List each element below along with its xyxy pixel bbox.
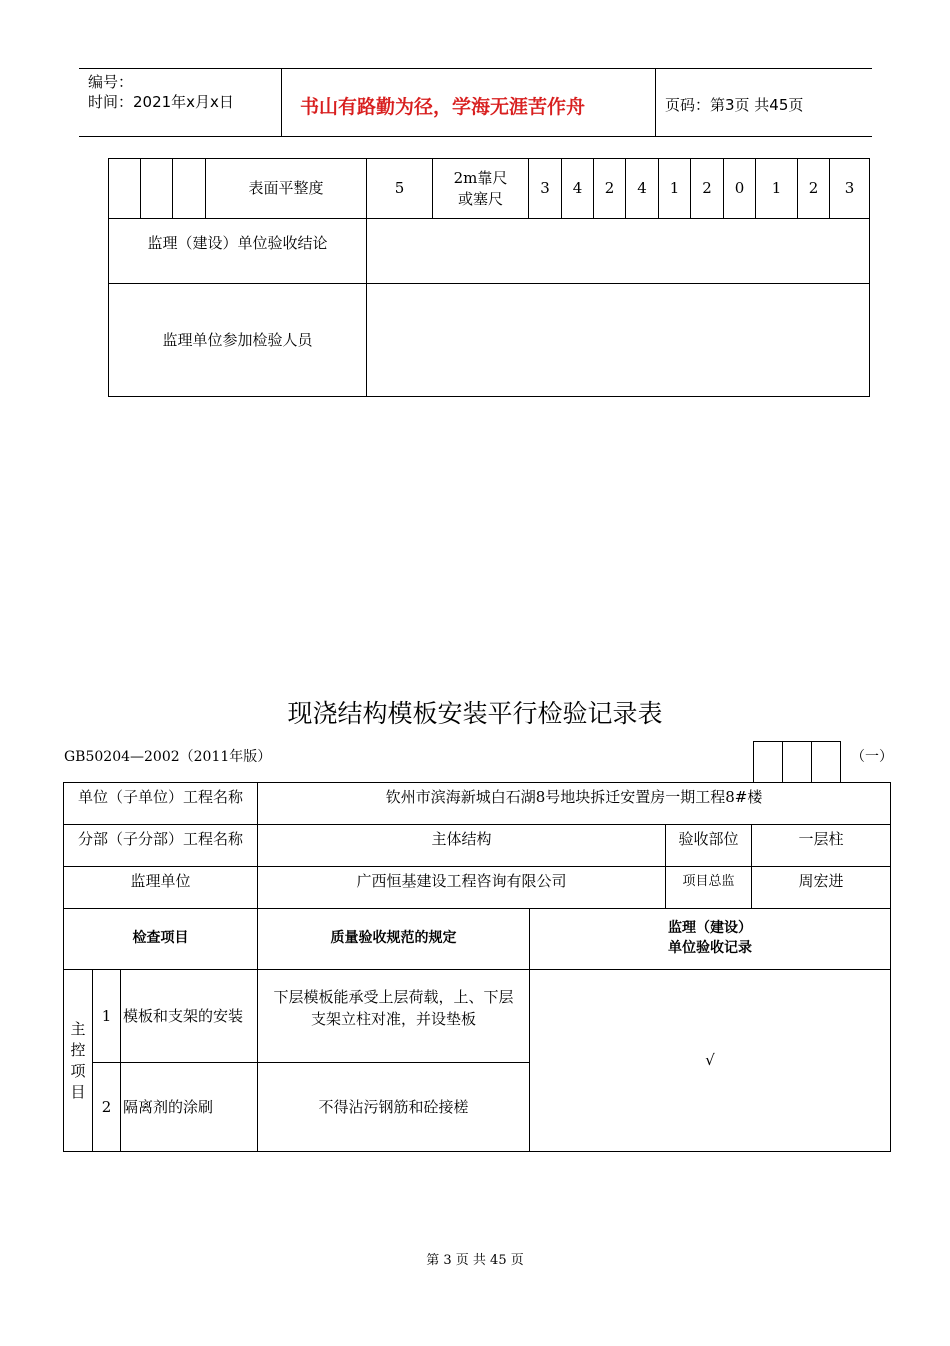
main-control-text: 主控项目 [70,1019,86,1101]
item-spec-line: 不得沾污钢筋和砼接槎 [318,1097,469,1116]
code-box [783,742,812,783]
table-row [64,867,891,909]
standard-code: GB50204—2002（2011年版） [64,749,272,765]
item-spec-line: 支架立柱对准，并设垫板 [311,1010,477,1028]
check-item-header: 检查项目 [64,909,258,970]
acceptance-part-label: 验收部位 [666,825,752,867]
division-value: 主体结构 [258,825,666,867]
item-spec [258,970,530,1063]
measurement-value: 2 [798,159,830,219]
table-row [109,219,870,284]
blank-cell [109,159,141,219]
inspection-form-table [63,782,891,1152]
chief-label: 项目总监 [666,867,752,909]
header-page-info: 页码：第3页 共45页 [665,96,804,114]
code-box [812,742,841,783]
quality-spec-header: 质量验收规范的规定 [258,909,530,970]
table-row [64,783,891,825]
measurement-value: 2 [594,159,626,219]
acceptance-part-value: 一层柱 [752,825,891,867]
code-boxes [753,741,841,783]
record-header-line: 单位验收记录 [668,940,753,956]
table-row [64,909,891,970]
acceptance-record [530,970,891,1152]
item-label: 表面平整度 [206,159,367,219]
personnel-label: 监理单位参加检验人员 [109,284,367,397]
division-label: 分部（子分部）工程名称 [64,825,258,867]
record-header [530,909,891,970]
continuation-table [108,158,870,397]
form-title: 现浇结构模板安装平行检验记录表 [287,699,663,728]
unit-name-label: 单位（子单位）工程名称 [64,783,258,825]
item-spec-line: 下层模板能承受上层荷载，上、下层 [273,988,514,1006]
code-box [754,742,783,783]
header-top-rule [79,68,872,69]
main-control-label [64,970,93,1152]
chief-value: 周宏进 [752,867,891,909]
item-name: 模板和支架的安装 [121,970,258,1063]
table-row [109,284,870,397]
measurement-value: 2 [691,159,724,219]
personnel-value [367,284,870,397]
conclusion-label: 监理（建设）单位验收结论 [109,219,367,284]
header-divider [281,68,282,136]
measurement-value: 1 [756,159,798,219]
header-bottom-rule [79,136,872,137]
table-row [64,825,891,867]
method-line: 2m靠尺 [453,168,508,187]
header-motto: 书山有路勤为径，学海无涯苦作舟 [300,96,586,118]
supervisor-unit-value: 广西恒基建设工程咨询有限公司 [258,867,666,909]
header-divider [655,68,656,136]
allowed-deviation: 5 [367,159,433,219]
record-header-line: 监理（建设） [668,920,753,937]
measurement-value: 3 [529,159,562,219]
measurement-value: 3 [830,159,870,219]
item-number: 1 [93,970,121,1063]
document-date: 时间：2021年x月x日 [88,93,234,111]
measurement-value: 4 [562,159,594,219]
unit-name-value: 钦州市滨海新城白石湖8号地块拆迁安置房一期工程8#楼 [258,783,891,825]
measurement-value: 0 [724,159,756,219]
page-footer: 第 3 页 共 45 页 [426,1253,524,1268]
conclusion-value [367,219,870,284]
table-row [109,159,870,219]
inspection-method [433,159,529,219]
item-name: 隔离剂的涂刷 [121,1063,258,1152]
sequence-label: （一） [851,749,893,765]
measurement-value: 1 [659,159,691,219]
supervisor-unit-label: 监理单位 [64,867,258,909]
item-number: 2 [93,1063,121,1152]
document-number-label: 编号： [88,73,134,91]
blank-cell [173,159,206,219]
measurement-value: 4 [626,159,659,219]
check-mark: √ [705,1051,715,1069]
blank-cell [141,159,173,219]
table-row [64,970,891,1063]
method-line: 或塞尺 [457,189,503,208]
item-spec [258,1063,530,1152]
